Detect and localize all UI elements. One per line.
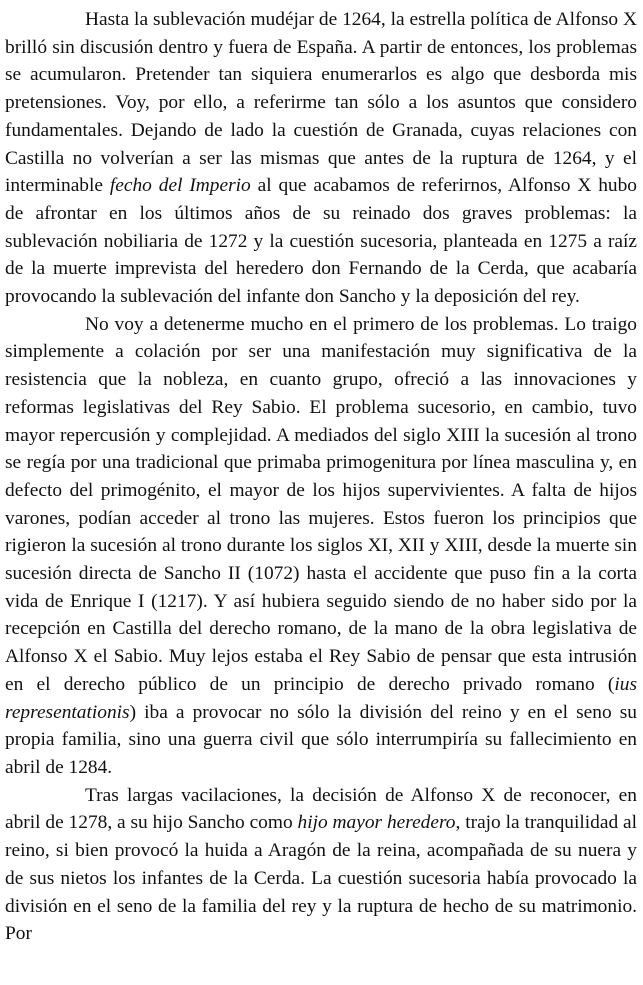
- paragraph-2: [5, 311, 637, 782]
- paragraph-1-text: Hasta la sublevación mudéjar de 1264, la estrella política de Alfonso X brilló sin discusión dentro y fuera de España. A partir de entonces, los problemas se acumularon. Pretender tan siquiera enumerarlos es algo que desborda mis pretensiones. Voy, por ello, a referirme tan sólo a los asuntos que considero fundamentales. Dejando de lado la cuestión de Granada, cuyas relaciones con Castilla no volverían a ser las mismas que antes de la ruptura de 1264, y el interminable: [5, 9, 637, 197]
- paragraph-3-text: Tras largas vacilaciones, la decisión de Alfonso X de reconocer, en abril de 1278, a su hijo Sancho como: [5, 784, 637, 834]
- paragraph-3-italic-term: hijo mayor heredero: [297, 812, 456, 834]
- paragraph-3: [5, 782, 637, 948]
- paragraph-2-text: ) iba a provocar no sólo la división del reino y en el seno su propia familia, sino una guerra civil que sólo interrumpiría su fallecimiento en abril de 1284.: [5, 701, 637, 778]
- paragraph-1-italic-term: fecho del Imperio: [109, 175, 251, 197]
- paragraph-2-text: No voy a detenerme mucho en el primero de los problemas. Lo traigo simplemente a colación por ser una manifestación muy significativa de la resistencia que la nobleza, en cuanto grupo, ofreció a las innovaciones y reformas legislativas del Rey Sabio. El problema sucesorio, en cambio, tuvo mayor repercusión y complejidad. A mediados del siglo XIII la sucesión al trono se regía por una tradicional que primaba primogenitura por línea masculina y, en defecto del primogénito, el mayor de los hijos supervivientes. A falta de hijos varones, podían acceder al trono las mujeres. Estos fueron los principios que rigieron la sucesión al trono durante los siglos XI, XII y XIII, desde la muerte sin sucesión directa de Sancho II (1072) hasta el accidente que puso fin a la corta vida de Enrique I (1217). Y así hubiera seguido siendo de no haber sido por la recepción en Castilla del derecho romano, de la mano de la obra legislativa de Alfonso X el Sabio. Muy lejos estaba el Rey Sabio de pensar que esta intrusión en el derecho público de un principio de derecho privado romano (: [5, 313, 637, 695]
- paragraph-3-text: , trajo la tranquilidad al reino, si bien provocó la huida a Aragón de la reina, acompañada de su nuera y de sus nietos los infantes de la Cerda. La cuestión sucesoria había provocado la división en el seno de la familia del rey y la ruptura de hecho de su matrimonio. Por: [5, 812, 638, 945]
- paragraph-2-italic-term: ius representationis: [5, 673, 637, 723]
- paragraph-1-text: al que acabamos de referirnos, Alfonso X hubo de afrontar en los últimos años de su reinado dos graves problemas: la sublevación nobiliaria de 1272 y la cuestión sucesoria, planteada en 1275 a raíz de la muerte imprevista del heredero don Fernando de la Cerda, que acabaría provocando la sublevación del infante don Sancho y la deposición del rey.: [5, 175, 637, 308]
- paragraph-1: [5, 6, 637, 311]
